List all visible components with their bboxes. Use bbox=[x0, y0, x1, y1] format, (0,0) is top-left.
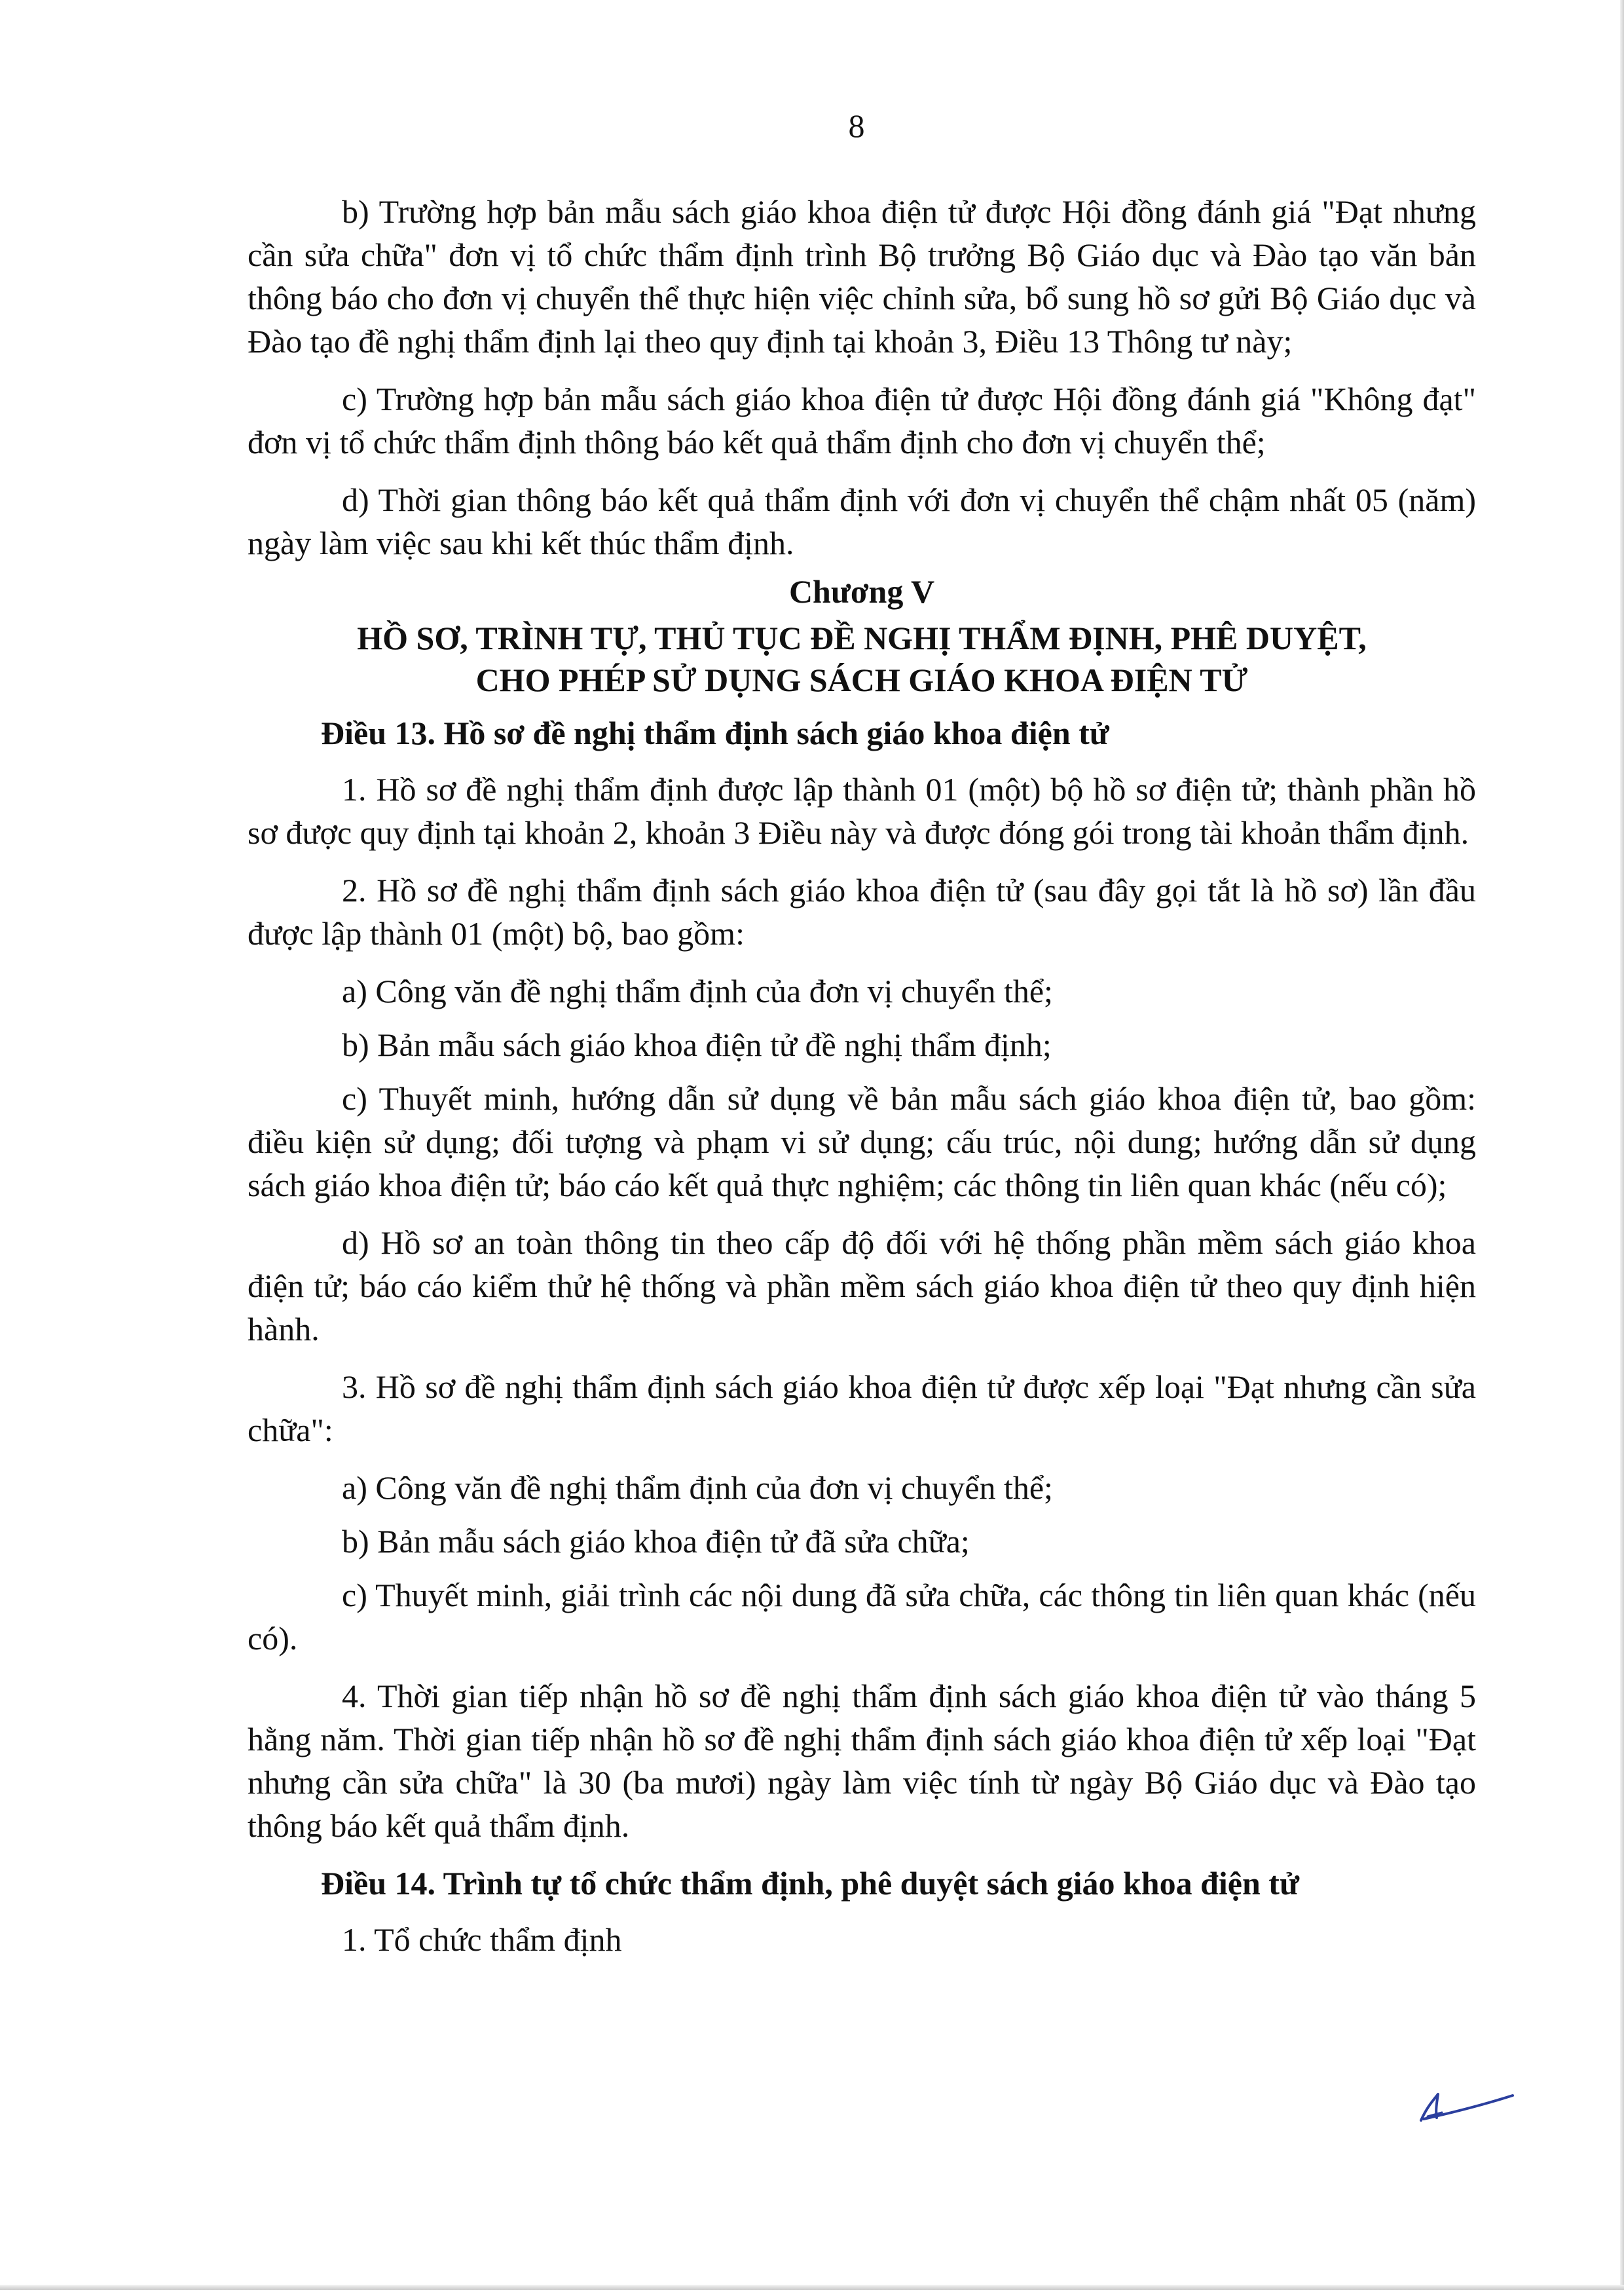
paragraph-d-notice-time: d) Thời gian thông báo kết quả thẩm định với đơn vị chuyển thể chậm nhất 05 (năm) ngày làm việc sau khi kết thúc thẩm định. bbox=[248, 481, 1476, 561]
article-13-clause-2a: a) Công văn đề nghị thẩm định của đơn vị chuyển thể; bbox=[342, 973, 1053, 1009]
article-13-clause-2c: c) Thuyết minh, hướng dẫn sử dụng về bản mẫu sách giáo khoa điện tử, bao gồm: điều kiện sử dụng; đối tượng và phạm vi sử dụng; cấu trúc, nội dung; hướng dẫn sử dụng sách giáo khoa điện tử; báo cáo kết quả thực nghiệm; các thông tin liên quan khác (nếu có); bbox=[248, 1080, 1476, 1203]
article-13-clause-3a: a) Công văn đề nghị thẩm định của đơn vị chuyển thể; bbox=[342, 1469, 1053, 1506]
article-13-clause-3: 3. Hồ sơ đề nghị thẩm định sách giáo khoa điện tử được xếp loại "Đạt nhưng cần sửa chữa": bbox=[248, 1368, 1476, 1448]
article-14-heading: Điều 14. Trình tự tổ chức thẩm định, phê duyệt sách giáo khoa điện tử bbox=[321, 1865, 1299, 1902]
article-13-clause-2: 2. Hồ sơ đề nghị thẩm định sách giáo khoa điện tử (sau đây gọi tắt là hồ sơ) lần đầu được lập thành 01 (một) bộ, bao gồm: bbox=[248, 872, 1476, 952]
article-13-clause-3c: c) Thuyết minh, giải trình các nội dung đã sửa chữa, các thông tin liên quan khác (nếu có). bbox=[248, 1577, 1476, 1657]
paragraph-b-revision: b) Trường hợp bản mẫu sách giáo khoa điện tử được Hội đồng đánh giá "Đạt nhưng cần sửa chữa" đơn vị tổ chức thẩm định trình Bộ trưởng Bộ Giáo dục và Đào tạo văn bản thông báo cho đơn vị chuyển thể thực hiện việc chỉnh sửa, bổ sung hồ sơ gửi Bộ Giáo dục và Đào tạo đề nghị thẩm định lại theo quy định tại khoản 3, Điều 13 Thông tư này; bbox=[248, 193, 1476, 360]
article-13-clause-3b: b) Bản mẫu sách giáo khoa điện tử đã sửa chữa; bbox=[342, 1523, 970, 1560]
article-13-heading: Điều 13. Hồ sơ đề nghị thẩm định sách giáo khoa điện tử bbox=[321, 715, 1109, 751]
page-number: 8 bbox=[848, 107, 865, 144]
initial-signature-icon bbox=[1408, 2080, 1519, 2132]
article-13-clause-4: 4. Thời gian tiếp nhận hồ sơ đề nghị thẩm định sách giáo khoa điện tử vào tháng 5 hằng năm. Thời gian tiếp nhận hồ sơ đề nghị thẩm định sách giáo khoa điện tử xếp loại "Đạt nhưng cần sửa chữa" là 30 (ba mươi) ngày làm việc tính từ ngày Bộ Giáo dục và Đào tạo thông báo kết quả thẩm định. bbox=[248, 1678, 1476, 1844]
chapter-title-line-2: CHO PHÉP SỬ DỤNG SÁCH GIÁO KHOA ĐIỆN TỬ bbox=[475, 662, 1248, 698]
chapter-title bbox=[248, 617, 1476, 701]
scan-edge-right bbox=[1620, 0, 1624, 2290]
article-13-clause-2b: b) Bản mẫu sách giáo khoa điện tử đề nghị thẩm định; bbox=[342, 1026, 1052, 1063]
article-14-clause-1: 1. Tổ chức thẩm định bbox=[342, 1921, 622, 1958]
paragraph-c-not-passed: c) Trường hợp bản mẫu sách giáo khoa điện tử được Hội đồng đánh giá "Không đạt" đơn vị tổ chức thẩm định thông báo kết quả thẩm định cho đơn vị chuyển thể; bbox=[248, 381, 1476, 460]
article-13-clause-1: 1. Hồ sơ đề nghị thẩm định được lập thành 01 (một) bộ hồ sơ điện tử; thành phần hồ sơ được quy định tại khoản 2, khoản 3 Điều này và được đóng gói trong tài khoản thẩm định. bbox=[248, 771, 1476, 851]
chapter-label: Chương V bbox=[788, 573, 935, 610]
article-13-clause-2d: d) Hồ sơ an toàn thông tin theo cấp độ đối với hệ thống phần mềm sách giáo khoa điện tử; báo cáo kiểm thử hệ thống và phần mềm sách giáo khoa điện tử theo quy định hiện hành. bbox=[248, 1224, 1476, 1347]
document-body bbox=[248, 190, 1476, 1976]
chapter-title-line-1: HỒ SƠ, TRÌNH TỰ, THỦ TỤC ĐỀ NGHỊ THẨM ĐỊNH, PHÊ DUYỆT, bbox=[357, 620, 1367, 656]
scan-edge-bottom bbox=[0, 2285, 1624, 2290]
